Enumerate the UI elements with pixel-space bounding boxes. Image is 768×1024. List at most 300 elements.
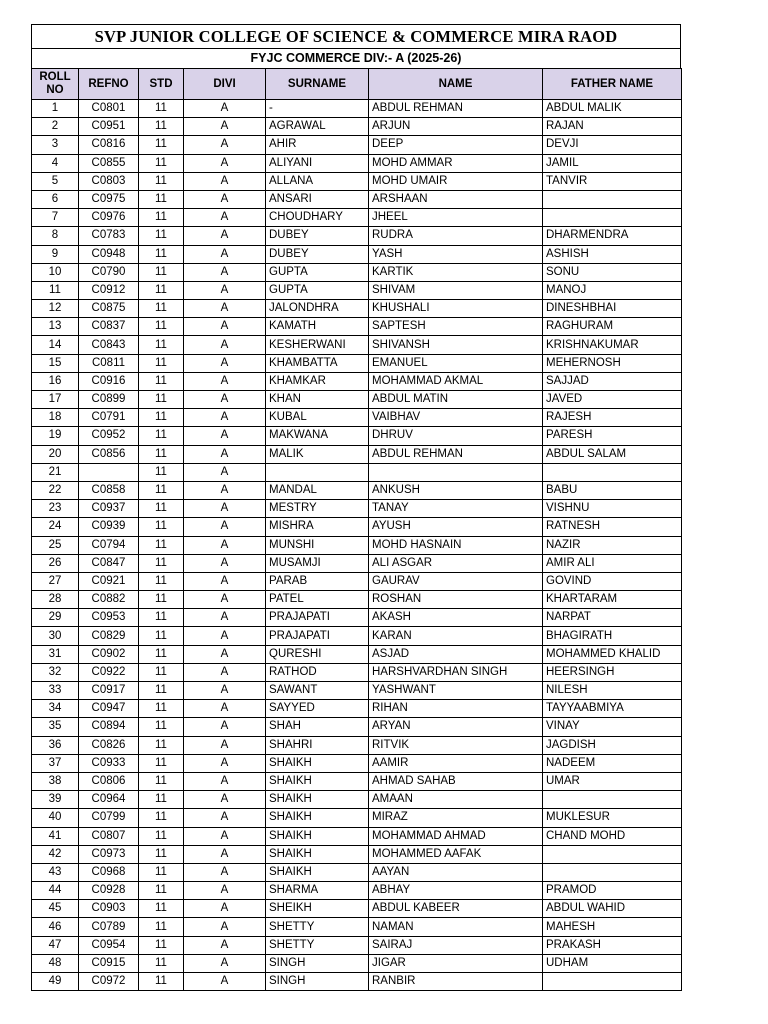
name-cell: KARTIK xyxy=(369,263,543,281)
std-cell: 11 xyxy=(139,136,184,154)
surname-cell: JALONDHRA xyxy=(266,300,369,318)
table-row xyxy=(32,936,682,954)
std-cell: 11 xyxy=(139,845,184,863)
table-row xyxy=(32,281,682,299)
name-cell: SHIVANSH xyxy=(369,336,543,354)
name-cell: SAIRAJ xyxy=(369,936,543,954)
table-row xyxy=(32,154,682,172)
divi-cell: A xyxy=(184,973,266,991)
table-row xyxy=(32,591,682,609)
father-name-cell: PRAMOD xyxy=(543,882,682,900)
roll-no-cell: 44 xyxy=(32,882,79,900)
std-cell: 11 xyxy=(139,973,184,991)
table-row xyxy=(32,827,682,845)
table-row xyxy=(32,172,682,190)
table-row xyxy=(32,682,682,700)
divi-cell: A xyxy=(184,791,266,809)
roll-no-cell: 22 xyxy=(32,481,79,499)
refno-cell: C0806 xyxy=(79,772,139,790)
name-cell: SHIVAM xyxy=(369,281,543,299)
father-name-cell xyxy=(543,973,682,991)
roll-no-cell: 17 xyxy=(32,391,79,409)
father-name-cell: VINAY xyxy=(543,718,682,736)
table-row xyxy=(32,536,682,554)
surname-cell: SHAIKH xyxy=(266,754,369,772)
surname-cell: DUBEY xyxy=(266,227,369,245)
roll-no-cell: 27 xyxy=(32,572,79,590)
std-cell: 11 xyxy=(139,663,184,681)
surname-cell: KUBAL xyxy=(266,409,369,427)
refno-cell: C0954 xyxy=(79,936,139,954)
roll-no-cell: 29 xyxy=(32,609,79,627)
roll-no-cell: 48 xyxy=(32,954,79,972)
father-name-cell: MOHAMMED KHALID xyxy=(543,645,682,663)
surname-cell: - xyxy=(266,100,369,118)
surname-cell: SHAIKH xyxy=(266,845,369,863)
table-row xyxy=(32,445,682,463)
roll-no-cell: 32 xyxy=(32,663,79,681)
table-row xyxy=(32,973,682,991)
table-row xyxy=(32,954,682,972)
surname-cell: QURESHI xyxy=(266,645,369,663)
roll-no-cell: 37 xyxy=(32,754,79,772)
divi-cell: A xyxy=(184,336,266,354)
divi-cell: A xyxy=(184,136,266,154)
refno-cell: C0947 xyxy=(79,700,139,718)
refno-cell: C0928 xyxy=(79,882,139,900)
divi-cell: A xyxy=(184,190,266,208)
roll-no-cell: 20 xyxy=(32,445,79,463)
roll-no-cell: 15 xyxy=(32,354,79,372)
father-name-cell: UDHAM xyxy=(543,954,682,972)
father-name-cell: SONU xyxy=(543,263,682,281)
refno-cell: C0875 xyxy=(79,300,139,318)
name-cell: DEEP xyxy=(369,136,543,154)
std-cell: 11 xyxy=(139,900,184,918)
division-subtitle: FYJC COMMERCE DIV:- A (2025-26) xyxy=(31,48,681,68)
roll-no-cell: 23 xyxy=(32,500,79,518)
father-name-cell: BABU xyxy=(543,481,682,499)
father-name-cell: DHARMENDRA xyxy=(543,227,682,245)
name-cell: RANBIR xyxy=(369,973,543,991)
roll-no-cell: 36 xyxy=(32,736,79,754)
surname-cell: RATHOD xyxy=(266,663,369,681)
refno-cell: C0855 xyxy=(79,154,139,172)
roll-no-cell: 4 xyxy=(32,154,79,172)
divi-cell: A xyxy=(184,863,266,881)
father-name-cell: BHAGIRATH xyxy=(543,627,682,645)
name-cell: KHUSHALI xyxy=(369,300,543,318)
name-cell: MOHAMMED AAFAK xyxy=(369,845,543,863)
father-name-cell: RATNESH xyxy=(543,518,682,536)
name-cell: JHEEL xyxy=(369,209,543,227)
refno-cell: C0972 xyxy=(79,973,139,991)
std-cell: 11 xyxy=(139,409,184,427)
std-cell: 11 xyxy=(139,427,184,445)
surname-cell: ANSARI xyxy=(266,190,369,208)
table-row xyxy=(32,645,682,663)
surname-cell: MANDAL xyxy=(266,481,369,499)
name-cell: JIGAR xyxy=(369,954,543,972)
table-row xyxy=(32,900,682,918)
surname-cell: SHAIKH xyxy=(266,863,369,881)
surname-cell: SAWANT xyxy=(266,682,369,700)
std-cell: 11 xyxy=(139,591,184,609)
father-name-cell: TAYYAABMIYA xyxy=(543,700,682,718)
divi-cell: A xyxy=(184,572,266,590)
surname-cell: MUSAMJI xyxy=(266,554,369,572)
roll-no-cell: 31 xyxy=(32,645,79,663)
father-name-cell: MAHESH xyxy=(543,918,682,936)
divi-cell: A xyxy=(184,427,266,445)
table-row xyxy=(32,336,682,354)
father-name-cell: JAVED xyxy=(543,391,682,409)
table-row xyxy=(32,481,682,499)
surname-cell: MISHRA xyxy=(266,518,369,536)
roll-no-cell: 46 xyxy=(32,918,79,936)
header-father-name: FATHER NAME xyxy=(543,69,682,100)
table-row xyxy=(32,100,682,118)
header-row xyxy=(32,69,682,100)
std-cell: 11 xyxy=(139,772,184,790)
divi-cell: A xyxy=(184,245,266,263)
surname-cell: SINGH xyxy=(266,954,369,972)
roll-no-cell: 35 xyxy=(32,718,79,736)
surname-cell: DUBEY xyxy=(266,245,369,263)
roll-no-cell: 12 xyxy=(32,300,79,318)
roll-no-cell: 25 xyxy=(32,536,79,554)
father-name-cell: ABDUL SALAM xyxy=(543,445,682,463)
std-cell: 11 xyxy=(139,227,184,245)
table-row xyxy=(32,427,682,445)
surname-cell: SHAIKH xyxy=(266,809,369,827)
roll-no-cell: 8 xyxy=(32,227,79,245)
father-name-cell xyxy=(543,209,682,227)
name-cell: GAURAV xyxy=(369,572,543,590)
surname-cell: MAKWANA xyxy=(266,427,369,445)
table-row xyxy=(32,300,682,318)
student-rows xyxy=(32,100,682,991)
table-row xyxy=(32,663,682,681)
roll-no-cell: 24 xyxy=(32,518,79,536)
name-cell: YASH xyxy=(369,245,543,263)
std-cell: 11 xyxy=(139,882,184,900)
refno-cell xyxy=(79,463,139,481)
surname-cell: MESTRY xyxy=(266,500,369,518)
table-row xyxy=(32,791,682,809)
refno-cell: C0968 xyxy=(79,863,139,881)
refno-cell: C0799 xyxy=(79,809,139,827)
roll-no-cell: 9 xyxy=(32,245,79,263)
divi-cell: A xyxy=(184,372,266,390)
father-name-cell: KRISHNAKUMAR xyxy=(543,336,682,354)
name-cell: RITVIK xyxy=(369,736,543,754)
divi-cell: A xyxy=(184,627,266,645)
surname-cell: SHAIKH xyxy=(266,772,369,790)
std-cell: 11 xyxy=(139,372,184,390)
surname-cell: ALIYANI xyxy=(266,154,369,172)
divi-cell: A xyxy=(184,118,266,136)
std-cell: 11 xyxy=(139,118,184,136)
header-roll-no: ROLL NO xyxy=(32,69,79,100)
roll-no-cell: 33 xyxy=(32,682,79,700)
refno-cell: C0964 xyxy=(79,791,139,809)
name-cell: YASHWANT xyxy=(369,682,543,700)
std-cell: 11 xyxy=(139,627,184,645)
divi-cell: A xyxy=(184,500,266,518)
table-row xyxy=(32,554,682,572)
table-row xyxy=(32,136,682,154)
std-cell: 11 xyxy=(139,718,184,736)
roll-no-cell: 3 xyxy=(32,136,79,154)
surname-cell xyxy=(266,463,369,481)
table-row xyxy=(32,754,682,772)
std-cell: 11 xyxy=(139,518,184,536)
divi-cell: A xyxy=(184,882,266,900)
std-cell: 11 xyxy=(139,263,184,281)
std-cell: 11 xyxy=(139,754,184,772)
refno-cell: C0951 xyxy=(79,118,139,136)
roll-no-cell: 49 xyxy=(32,973,79,991)
father-name-cell: NARPAT xyxy=(543,609,682,627)
table-row xyxy=(32,318,682,336)
std-cell: 11 xyxy=(139,936,184,954)
surname-cell: KAMATH xyxy=(266,318,369,336)
roll-no-cell: 11 xyxy=(32,281,79,299)
divi-cell: A xyxy=(184,354,266,372)
father-name-cell: AMIR ALI xyxy=(543,554,682,572)
refno-cell: C0856 xyxy=(79,445,139,463)
surname-cell: KESHERWANI xyxy=(266,336,369,354)
table-row xyxy=(32,518,682,536)
std-cell: 11 xyxy=(139,245,184,263)
father-name-cell: NADEEM xyxy=(543,754,682,772)
father-name-cell xyxy=(543,190,682,208)
father-name-cell: SAJJAD xyxy=(543,372,682,390)
roll-no-cell: 2 xyxy=(32,118,79,136)
std-cell: 11 xyxy=(139,354,184,372)
roll-no-cell: 28 xyxy=(32,591,79,609)
divi-cell: A xyxy=(184,281,266,299)
roll-no-cell: 47 xyxy=(32,936,79,954)
divi-cell: A xyxy=(184,645,266,663)
father-name-cell: PARESH xyxy=(543,427,682,445)
father-name-cell: RAGHURAM xyxy=(543,318,682,336)
name-cell: MIRAZ xyxy=(369,809,543,827)
father-name-cell: JAGDISH xyxy=(543,736,682,754)
divi-cell: A xyxy=(184,536,266,554)
refno-cell: C0837 xyxy=(79,318,139,336)
divi-cell: A xyxy=(184,318,266,336)
roll-no-cell: 45 xyxy=(32,900,79,918)
father-name-cell xyxy=(543,845,682,863)
header-divi: DIVI xyxy=(184,69,266,100)
refno-cell: C0976 xyxy=(79,209,139,227)
std-cell: 11 xyxy=(139,481,184,499)
refno-cell: C0921 xyxy=(79,572,139,590)
roll-no-cell: 40 xyxy=(32,809,79,827)
table-row xyxy=(32,245,682,263)
father-name-cell: DINESHBHAI xyxy=(543,300,682,318)
surname-cell: PATEL xyxy=(266,591,369,609)
std-cell: 11 xyxy=(139,645,184,663)
table-row xyxy=(32,354,682,372)
std-cell: 11 xyxy=(139,500,184,518)
divi-cell: A xyxy=(184,936,266,954)
divi-cell: A xyxy=(184,227,266,245)
father-name-cell: ASHISH xyxy=(543,245,682,263)
refno-cell: C0939 xyxy=(79,518,139,536)
name-cell: ANKUSH xyxy=(369,481,543,499)
name-cell: MOHD UMAIR xyxy=(369,172,543,190)
header-surname: SURNAME xyxy=(266,69,369,100)
std-cell: 11 xyxy=(139,172,184,190)
student-list-sheet xyxy=(31,24,681,991)
father-name-cell: GOVIND xyxy=(543,572,682,590)
name-cell: ARSHAAN xyxy=(369,190,543,208)
father-name-cell: VISHNU xyxy=(543,500,682,518)
divi-cell: A xyxy=(184,481,266,499)
table-row xyxy=(32,500,682,518)
name-cell: MOHD AMMAR xyxy=(369,154,543,172)
table-row xyxy=(32,736,682,754)
name-cell: AAMIR xyxy=(369,754,543,772)
surname-cell: SHAH xyxy=(266,718,369,736)
std-cell: 11 xyxy=(139,572,184,590)
table-row xyxy=(32,227,682,245)
refno-cell: C0847 xyxy=(79,554,139,572)
surname-cell: SHARMA xyxy=(266,882,369,900)
name-cell: KARAN xyxy=(369,627,543,645)
refno-cell: C0975 xyxy=(79,190,139,208)
roll-no-cell: 39 xyxy=(32,791,79,809)
divi-cell: A xyxy=(184,736,266,754)
refno-cell: C0917 xyxy=(79,682,139,700)
refno-cell: C0902 xyxy=(79,645,139,663)
table-row xyxy=(32,391,682,409)
std-cell: 11 xyxy=(139,281,184,299)
name-cell: MOHD HASNAIN xyxy=(369,536,543,554)
table-row xyxy=(32,918,682,936)
father-name-cell: MEHERNOSH xyxy=(543,354,682,372)
refno-cell: C0801 xyxy=(79,100,139,118)
roll-no-cell: 38 xyxy=(32,772,79,790)
refno-cell: C0783 xyxy=(79,227,139,245)
name-cell: EMANUEL xyxy=(369,354,543,372)
std-cell: 11 xyxy=(139,190,184,208)
surname-cell: PRAJAPATI xyxy=(266,627,369,645)
name-cell: DHRUV xyxy=(369,427,543,445)
father-name-cell: CHAND MOHD xyxy=(543,827,682,845)
surname-cell: SHETTY xyxy=(266,918,369,936)
roll-no-cell: 18 xyxy=(32,409,79,427)
surname-cell: CHOUDHARY xyxy=(266,209,369,227)
refno-cell: C0894 xyxy=(79,718,139,736)
divi-cell: A xyxy=(184,518,266,536)
surname-cell: SINGH xyxy=(266,973,369,991)
divi-cell: A xyxy=(184,100,266,118)
name-cell: ABHAY xyxy=(369,882,543,900)
name-cell: NAMAN xyxy=(369,918,543,936)
name-cell: HARSHVARDHAN SINGH xyxy=(369,663,543,681)
refno-cell: C0789 xyxy=(79,918,139,936)
name-cell: RUDRA xyxy=(369,227,543,245)
divi-cell: A xyxy=(184,754,266,772)
divi-cell: A xyxy=(184,554,266,572)
roll-no-cell: 34 xyxy=(32,700,79,718)
refno-cell: C0791 xyxy=(79,409,139,427)
divi-cell: A xyxy=(184,682,266,700)
father-name-cell: UMAR xyxy=(543,772,682,790)
std-cell: 11 xyxy=(139,209,184,227)
refno-cell: C0794 xyxy=(79,536,139,554)
std-cell: 11 xyxy=(139,391,184,409)
divi-cell: A xyxy=(184,900,266,918)
name-cell: ALI ASGAR xyxy=(369,554,543,572)
divi-cell: A xyxy=(184,263,266,281)
divi-cell: A xyxy=(184,445,266,463)
divi-cell: A xyxy=(184,209,266,227)
table-row xyxy=(32,718,682,736)
surname-cell: ALLANA xyxy=(266,172,369,190)
std-cell: 11 xyxy=(139,100,184,118)
divi-cell: A xyxy=(184,172,266,190)
divi-cell: A xyxy=(184,954,266,972)
divi-cell: A xyxy=(184,391,266,409)
std-cell: 11 xyxy=(139,791,184,809)
table-row xyxy=(32,209,682,227)
divi-cell: A xyxy=(184,609,266,627)
refno-cell: C0816 xyxy=(79,136,139,154)
std-cell: 11 xyxy=(139,318,184,336)
name-cell: ABDUL MATIN xyxy=(369,391,543,409)
table-row xyxy=(32,118,682,136)
surname-cell: AGRAWAL xyxy=(266,118,369,136)
header-std: STD xyxy=(139,69,184,100)
table-row xyxy=(32,609,682,627)
father-name-cell: NILESH xyxy=(543,682,682,700)
table-row xyxy=(32,190,682,208)
std-cell: 11 xyxy=(139,445,184,463)
surname-cell: AHIR xyxy=(266,136,369,154)
name-cell: AHMAD SAHAB xyxy=(369,772,543,790)
name-cell: ABDUL REHMAN xyxy=(369,100,543,118)
surname-cell: KHAMBATTA xyxy=(266,354,369,372)
father-name-cell: ABDUL MALIK xyxy=(543,100,682,118)
std-cell: 11 xyxy=(139,954,184,972)
refno-cell: C0826 xyxy=(79,736,139,754)
surname-cell: SAYYED xyxy=(266,700,369,718)
divi-cell: A xyxy=(184,663,266,681)
table-row xyxy=(32,845,682,863)
std-cell: 11 xyxy=(139,827,184,845)
roll-no-cell: 30 xyxy=(32,627,79,645)
refno-cell: C0903 xyxy=(79,900,139,918)
college-title: SVP JUNIOR COLLEGE OF SCIENCE & COMMERCE MIRA RAOD xyxy=(31,24,681,48)
refno-cell: C0829 xyxy=(79,627,139,645)
student-table xyxy=(31,68,682,991)
std-cell: 11 xyxy=(139,463,184,481)
father-name-cell: TANVIR xyxy=(543,172,682,190)
std-cell: 11 xyxy=(139,863,184,881)
name-cell: ASJAD xyxy=(369,645,543,663)
std-cell: 11 xyxy=(139,700,184,718)
roll-no-cell: 10 xyxy=(32,263,79,281)
refno-cell: C0803 xyxy=(79,172,139,190)
table-row xyxy=(32,700,682,718)
refno-cell: C0916 xyxy=(79,372,139,390)
divi-cell: A xyxy=(184,591,266,609)
